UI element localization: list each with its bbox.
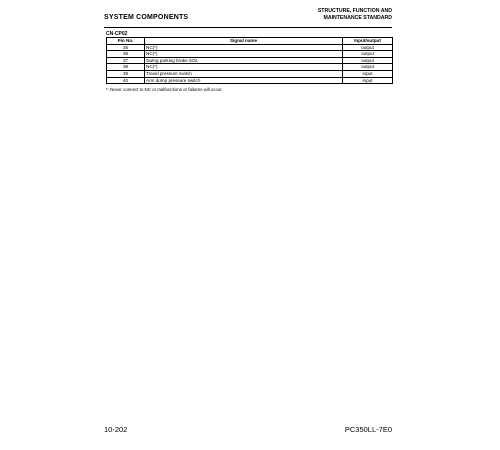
- input-output-cell: output: [343, 64, 393, 71]
- input-output-cell: output: [343, 51, 393, 58]
- pin-number-cell: 39: [107, 70, 145, 77]
- input-output-cell: input: [343, 77, 393, 84]
- signal-name-cell: NC(*): [145, 44, 343, 51]
- pin-number-cell: 40: [107, 77, 145, 84]
- table-row: [107, 77, 393, 84]
- column-header-signal-name: Signal name: [145, 38, 343, 45]
- signal-name-cell: NC(*): [145, 64, 343, 71]
- pin-number-cell: 35: [107, 44, 145, 51]
- table-row: [107, 70, 393, 77]
- chapter-title-line-2: MAINTENANCE STANDARD: [323, 14, 392, 21]
- chapter-title: [318, 8, 392, 21]
- page-number: 10-202: [104, 425, 128, 434]
- input-output-cell: output: [343, 44, 393, 51]
- table-header-row: [107, 38, 393, 45]
- pin-number-cell: 38: [107, 64, 145, 71]
- signal-name-cell: Arm dump pressure switch: [145, 77, 343, 84]
- footnote: *: Never connect to NC or malfunctions or failures will occur.: [106, 87, 223, 92]
- signal-name-cell: NC(*): [145, 51, 343, 58]
- signal-name-cell: Swing parking brake SOL: [145, 57, 343, 64]
- input-output-cell: input: [343, 70, 393, 77]
- chapter-title-line-1: STRUCTURE, FUNCTION AND: [317, 8, 392, 14]
- input-output-cell: output: [343, 57, 393, 64]
- signal-name-cell: Travel pressure switch: [145, 70, 343, 77]
- table-row: [107, 51, 393, 58]
- model-code: PC350LL-7E0: [344, 425, 392, 434]
- connector-label: CN-CP02: [106, 31, 128, 37]
- table-row: [107, 64, 393, 71]
- pin-number-cell: 36: [107, 51, 145, 58]
- pin-table: [106, 37, 393, 84]
- pin-number-cell: 37: [107, 57, 145, 64]
- column-header-input-output: Input/output: [343, 38, 393, 45]
- page-header: [104, 8, 392, 26]
- header-divider: [104, 27, 392, 28]
- table-row: [107, 44, 393, 51]
- section-title: SYSTEM COMPONENTS: [104, 14, 189, 21]
- table-row: [107, 57, 393, 64]
- column-header-pin-no: Pin No.: [107, 38, 145, 45]
